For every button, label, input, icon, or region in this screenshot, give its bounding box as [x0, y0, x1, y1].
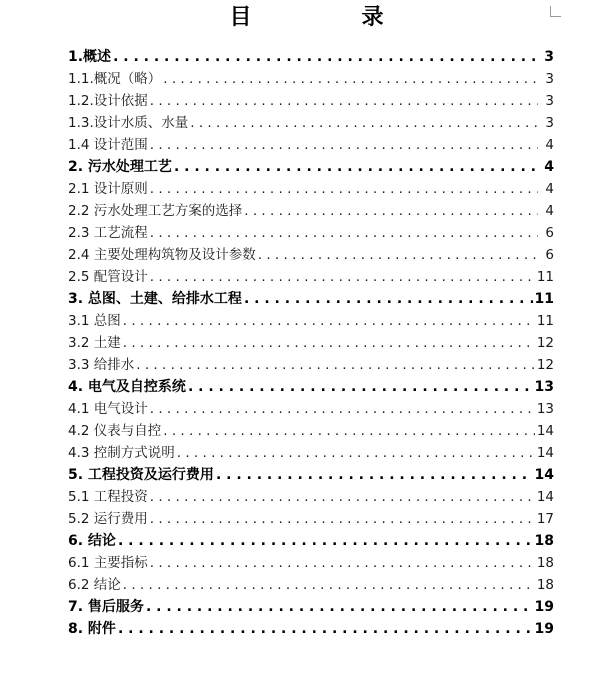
toc-entry-label: 2.4 主要处理构筑物及设计参数 [68, 247, 256, 263]
toc-entry-label: 6.2 结论 [68, 577, 121, 593]
dot-leader [123, 576, 535, 594]
toc-subentry[interactable] [68, 312, 554, 330]
dot-leader [150, 510, 535, 528]
dot-leader [150, 92, 538, 110]
toc-page-number: 17 [536, 511, 554, 527]
toc-entry-label: 2.1 设计原则 [68, 181, 148, 197]
toc-page-number: 11 [534, 291, 554, 307]
toc-entry-label: 1.2.设计依据 [68, 93, 148, 109]
toc-entry-label: 4.1 电气设计 [68, 401, 148, 417]
dot-leader [150, 554, 535, 572]
dot-leader [146, 598, 533, 616]
toc-entry-label: 4.2 仪表与自控 [68, 423, 162, 439]
toc-subentry[interactable] [68, 268, 554, 286]
toc-entry-label: 6.1 主要指标 [68, 555, 148, 571]
toc-page-number: 19 [534, 621, 554, 637]
toc-heading-entry[interactable] [68, 532, 554, 550]
toc-entry-label: 5.1 工程投资 [68, 489, 148, 505]
toc-subentry[interactable] [68, 70, 554, 88]
dot-leader [136, 356, 535, 374]
dot-leader [244, 202, 538, 220]
toc-subentry[interactable] [68, 576, 554, 594]
toc-page-number: 13 [536, 401, 554, 417]
dot-leader [150, 136, 538, 154]
toc-heading-entry[interactable] [68, 598, 554, 616]
toc-subentry[interactable] [68, 400, 554, 418]
toc-heading-entry[interactable] [68, 466, 554, 484]
toc-page-number: 14 [536, 489, 554, 505]
toc-page-number: 14 [536, 423, 554, 439]
toc-page-number: 19 [534, 599, 554, 615]
dot-leader [188, 378, 533, 396]
toc-entry-label: 5. 工程投资及运行费用 [68, 467, 214, 483]
toc-page-number: 4 [545, 137, 554, 153]
toc-page-number: 11 [536, 313, 554, 329]
toc-page-number: 4 [545, 203, 554, 219]
dot-leader [123, 312, 535, 330]
toc-entry-label: 4.3 控制方式说明 [68, 445, 175, 461]
toc-page-number: 3 [545, 93, 554, 109]
toc-page-number: 18 [536, 555, 554, 571]
toc-entry-label: 2.3 工艺流程 [68, 225, 148, 241]
toc-title: 目 录 [229, 4, 428, 30]
dot-leader [150, 180, 538, 198]
dot-leader [177, 444, 535, 462]
toc-page-number: 6 [545, 225, 554, 241]
toc-page-number: 18 [534, 533, 554, 549]
toc-page-number: 4 [545, 181, 554, 197]
toc-heading-entry[interactable] [68, 158, 554, 176]
toc-subentry[interactable] [68, 444, 554, 462]
toc-page-number: 14 [534, 467, 554, 483]
toc-subentry[interactable] [68, 356, 554, 374]
toc-page-number: 3 [545, 71, 554, 87]
toc-subentry[interactable] [68, 246, 554, 264]
toc-page-number: 3 [544, 49, 554, 65]
toc-heading-entry[interactable] [68, 378, 554, 396]
toc-entry-label: 1.4 设计范围 [68, 137, 148, 153]
toc-subentry[interactable] [68, 224, 554, 242]
dot-leader [258, 246, 538, 264]
toc-heading-entry[interactable] [68, 290, 554, 308]
dot-leader [190, 114, 538, 132]
toc-entry-label: 3.1 总图 [68, 313, 121, 329]
toc-entry-label: 1.概述 [68, 49, 112, 65]
dot-leader [163, 422, 535, 440]
toc-entry-label: 6. 结论 [68, 533, 116, 549]
toc-page-number: 6 [545, 247, 554, 263]
toc-page-number: 18 [536, 577, 554, 593]
toc-page-number: 3 [545, 115, 554, 131]
dot-leader [113, 48, 538, 66]
toc-entry-label: 3.2 土建 [68, 335, 121, 351]
toc-subentry[interactable] [68, 488, 554, 506]
dot-leader [216, 466, 533, 484]
toc-entry-label: 3. 总图、土建、给排水工程 [68, 291, 242, 307]
dot-leader [163, 70, 538, 88]
dot-leader [118, 620, 533, 638]
toc-heading-entry[interactable] [68, 48, 554, 66]
toc-subentry[interactable] [68, 554, 554, 572]
toc-page-number: 13 [534, 379, 554, 395]
toc-entry-label: 2.2 污水处理工艺方案的选择 [68, 203, 243, 219]
dot-leader [150, 268, 535, 286]
dot-leader [118, 532, 533, 550]
dot-leader [174, 158, 538, 176]
toc-page-number: 12 [536, 335, 554, 351]
toc-subentry[interactable] [68, 334, 554, 352]
toc-entry-label: 4. 电气及自控系统 [68, 379, 186, 395]
toc-heading-entry[interactable] [68, 620, 554, 638]
toc-page-number: 11 [536, 269, 554, 285]
toc-subentry[interactable] [68, 92, 554, 110]
toc-entry-label: 2. 污水处理工艺 [68, 159, 172, 175]
dot-leader [150, 224, 538, 242]
toc-subentry[interactable] [68, 180, 554, 198]
toc-entry-label: 7. 售后服务 [68, 599, 144, 615]
toc-entry-label: 1.3.设计水质、水量 [68, 115, 189, 131]
toc-entry-label: 2.5 配管设计 [68, 269, 148, 285]
dot-leader [244, 290, 533, 308]
dot-leader [150, 400, 535, 418]
toc-page-number: 4 [544, 159, 554, 175]
dot-leader [150, 488, 535, 506]
toc-subentry[interactable] [68, 510, 554, 528]
toc-entry-label: 1.1.概况（略） [68, 71, 162, 87]
toc-page-number: 14 [536, 445, 554, 461]
toc-entry-label: 5.2 运行费用 [68, 511, 148, 527]
toc-subentry[interactable] [68, 136, 554, 154]
toc-subentry[interactable] [68, 114, 554, 132]
toc-entry-label: 8. 附件 [68, 621, 116, 637]
toc-subentry[interactable] [68, 202, 554, 220]
toc-page-number: 12 [536, 357, 554, 373]
toc-entry-label: 3.3 给排水 [68, 357, 135, 373]
dot-leader [123, 334, 535, 352]
toc-subentry[interactable] [68, 422, 554, 440]
